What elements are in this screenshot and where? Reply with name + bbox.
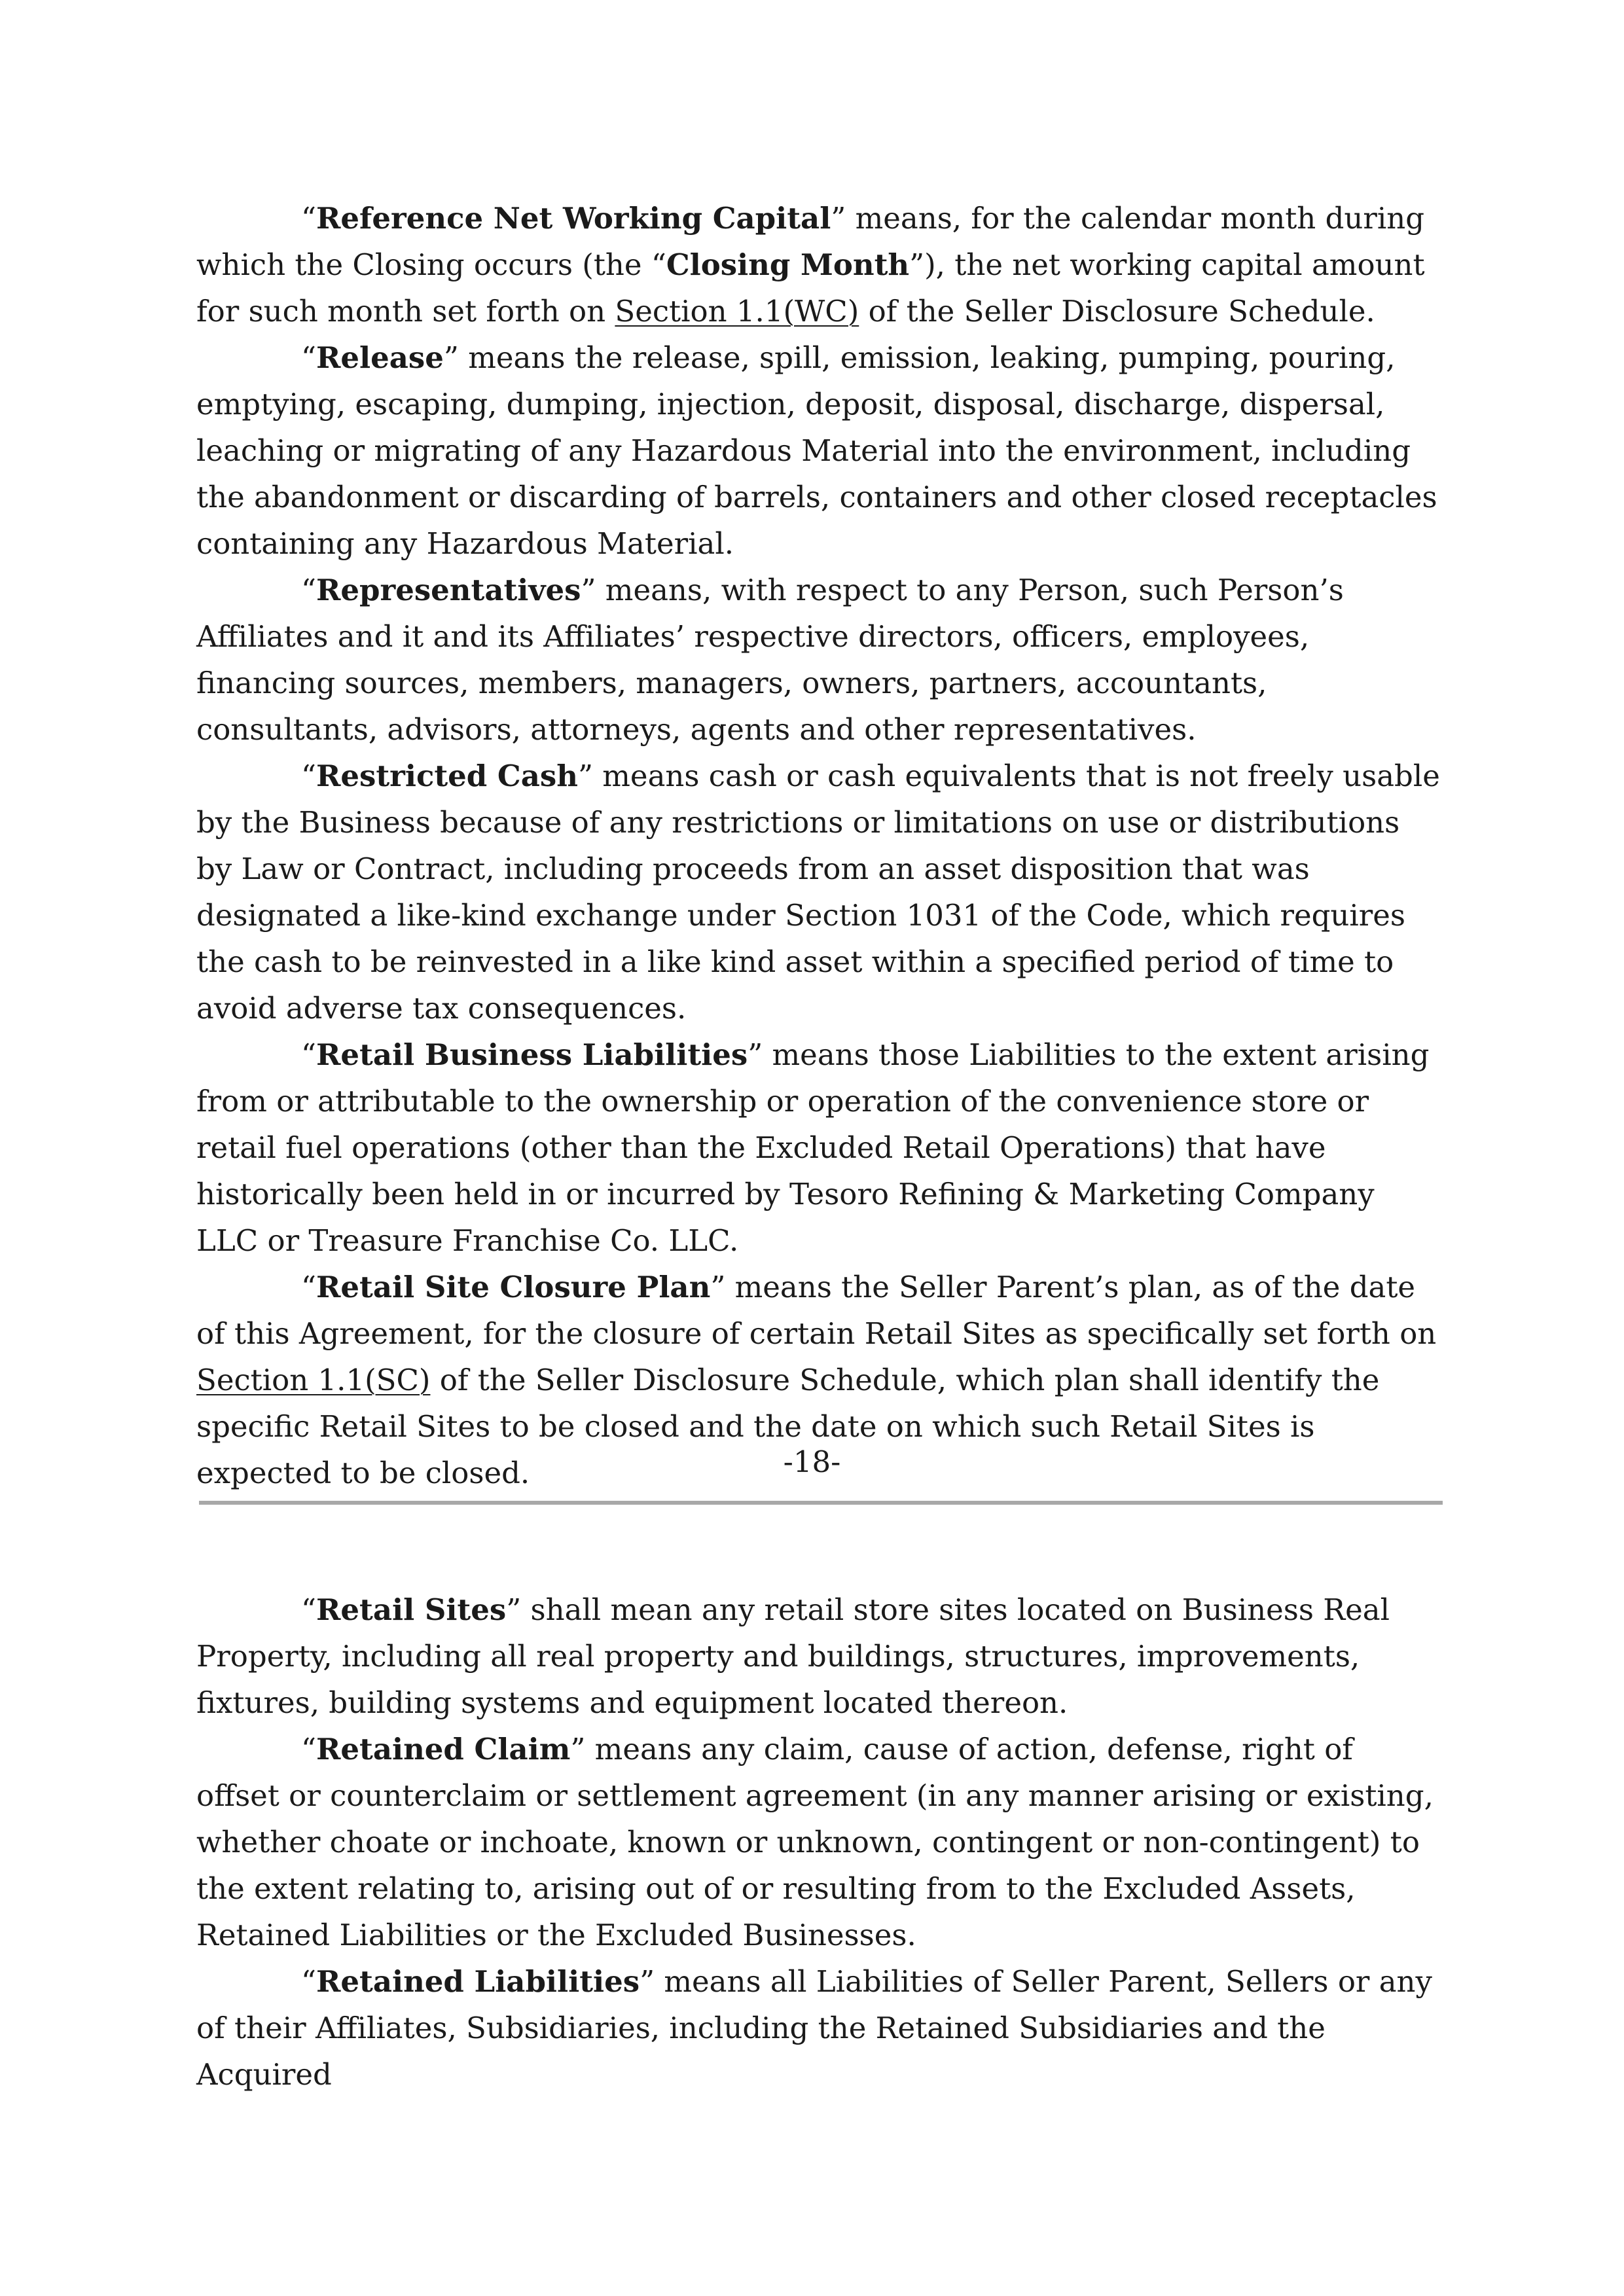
defined-term: Representatives [316, 573, 581, 607]
definition-text: ” means those Liabilities to the extent arising from or attributable to the ownership or operation of the convenience store or retail fuel operations (other than the Excluded Retail Operations) that have historically been held in or incurred by Tesoro Refining & Marketing Company LLC or Treasure Franchise Co. LLC. [196, 1037, 1430, 1258]
definition-restricted-cash [196, 753, 1440, 1031]
open-quote: “ [301, 1964, 317, 1999]
open-quote: “ [301, 759, 317, 793]
definition-text: ” means all Liabilities of Seller Parent, Sellers or any of their Affiliates, Subsidiaries, including the Retained Subsidiaries and the Acquired [196, 1964, 1432, 2092]
definition-text: ” means the Seller Parent’s plan, as of the date of this Agreement, for the closure of certain Retail Sites as specifically set forth on [196, 1270, 1437, 1351]
definition-text: ”), the net working capital amount for such month set forth on [196, 247, 1425, 329]
open-quote: “ [301, 340, 317, 375]
definition-text: ” means, with respect to any Person, such Person’s Affiliates and it and its Affiliates’ respective directors, officers, employees, financing sources, members, managers, owners, partners, accountants, consultants, advisors, attorneys, agents and other representatives. [196, 573, 1344, 747]
definition-retail-business-liabilities [196, 1031, 1440, 1264]
open-quote: “ [301, 201, 317, 236]
defined-term: Reference Net Working Capital [316, 201, 831, 236]
open-quote: “ [301, 1732, 317, 1767]
definition-text: ” means, for the calendar month during which the Closing occurs (the “ [196, 201, 1425, 282]
definition-text: of the Seller Disclosure Schedule. [859, 294, 1375, 329]
defined-term: Closing Month [666, 247, 910, 282]
definition-retail-sites [196, 1587, 1440, 1726]
defined-term: Retained Liabilities [316, 1964, 640, 1999]
defined-term: Retail Site Closure Plan [316, 1270, 711, 1304]
definition-text: ” shall mean any retail store sites located on Business Real Property, including all real property and buildings, structures, improvements, fixtures, building systems and equipment located thereon. [196, 1592, 1390, 1720]
open-quote: “ [301, 1592, 317, 1627]
definition-retained-claim [196, 1726, 1440, 1958]
definition-reference-net-working-capital [196, 195, 1440, 334]
definitions-section-top [196, 195, 1440, 1496]
definition-text: ” means cash or cash equivalents that is not freely usable by the Business because of any restrictions or limitations on use or distributions by Law or Contract, including proceeds from an asset disposition that was designated a like-kind exchange under Section 1031 of the Code, which requires the cash to be reinvested in a like kind asset within a specified period of time to avoid adverse tax consequences. [196, 759, 1440, 1026]
page-break-divider [199, 1501, 1443, 1505]
defined-term: Release [316, 340, 444, 375]
open-quote: “ [301, 573, 317, 607]
definition-retained-liabilities [196, 1958, 1440, 2098]
defined-term: Retained Claim [316, 1732, 571, 1767]
defined-term: Retail Sites [316, 1592, 507, 1627]
definition-text: ” means the release, spill, emission, leaking, pumping, pouring, emptying, escaping, dumping, injection, deposit, disposal, discharge, dispersal, leaching or migrating of any Hazardous Material into the environment, including the abandonment or discarding of barrels, containers and other closed receptacles containing any Hazardous Material. [196, 340, 1437, 561]
page-number: -18- [783, 1444, 841, 1479]
open-quote: “ [301, 1037, 317, 1072]
definition-text: of the Seller Disclosure Schedule, which plan shall identify the specific Retail Sites to be closed and the date on which such Retail Sites is expected to be closed. [196, 1363, 1380, 1490]
definitions-section-bottom [196, 1587, 1440, 2098]
defined-term: Restricted Cash [316, 759, 578, 793]
section-reference: Section 1.1(WC) [615, 294, 859, 329]
open-quote: “ [301, 1270, 317, 1304]
definition-release [196, 334, 1440, 567]
defined-term: Retail Business Liabilities [316, 1037, 748, 1072]
section-reference: Section 1.1(SC) [196, 1363, 431, 1397]
definition-text: ” means any claim, cause of action, defense, right of offset or counterclaim or settlement agreement (in any manner arising or existing, whether choate or inchoate, known or unknown, contingent or non-contingent) to the extent relating to, arising out of or resulting from to the Excluded Assets, Retained Liabilities or the Excluded Businesses. [196, 1732, 1434, 1952]
definition-representatives [196, 567, 1440, 753]
